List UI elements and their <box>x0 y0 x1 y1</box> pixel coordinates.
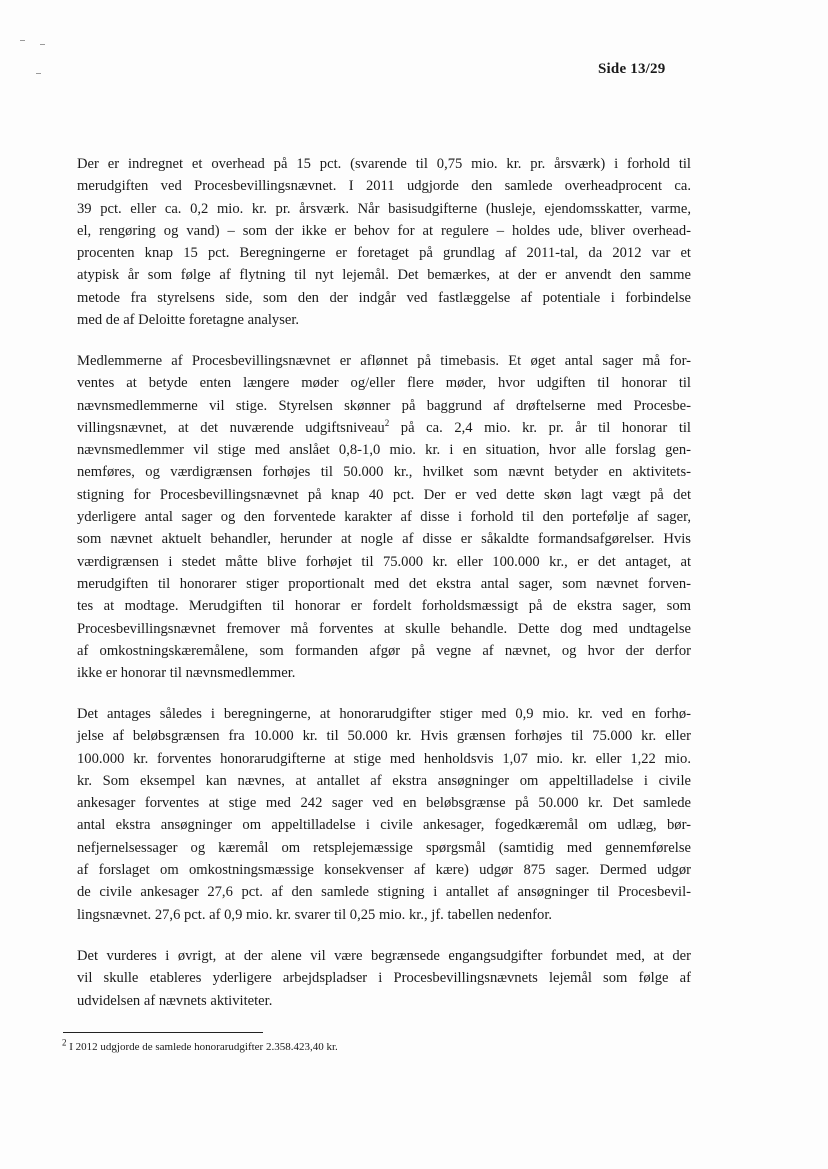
text-line: Det vurderes i øvrigt, at der alene vil være begrænsede engangsudgifter forbundet med, at der <box>77 948 691 964</box>
text-line: el, rengøring og vand) – som der ikke er behov for at regulere – holdes ude, bliver overhead- <box>77 222 691 239</box>
paragraph-honorar <box>77 350 691 684</box>
text-line: metode fra styrelsens side, som den der indgår ved fastlæggelse af potentiale i forbindelse <box>77 289 691 306</box>
text-line: 100.000 kr. forventes honorarudgifterne at stige med henholdsvis 1,07 mio. kr. eller 1,22 mio. <box>77 750 691 767</box>
text-line: stigning for Procesbevillingsnævnet på knap 40 pct. Der er ved dette skøn lagt vægt på det <box>77 486 691 503</box>
text-fragment: på ca. 2,4 mio. kr. pr. år til honorar til <box>389 419 691 436</box>
text-line: Procesbevillingsnævnet fremover må forventes at skulle behandle. Dette dog med undtagelse <box>77 620 691 637</box>
text-line: med de af Deloitte foretagne analyser. <box>77 312 300 329</box>
text-line: antal ekstra ansøgninger om appeltilladelse i civile ankesager, fogedkæremål om udlæg, bør- <box>77 817 691 834</box>
text-line: af forslaget om omkostningsmæssige konsekvenser af kære) udgør 875 sager. Dermed udgør <box>77 862 691 879</box>
text-line: nefjernelsessager og kæremål om retsplejemæssige spørgsmål (samtidig med gennemførelse <box>77 839 691 856</box>
paragraph-engangsudgifter <box>77 945 691 1012</box>
text-line: procenten knap 15 pct. Beregningerne er foretaget på grundlag af 2011-tal, da 2012 var et <box>77 245 691 262</box>
footnote-separator <box>63 1032 263 1033</box>
text-line: lingsnævnet. 27,6 pct. af 0,9 mio. kr. svarer til 0,25 mio. kr., jf. tabellen nedenfor. <box>77 906 553 923</box>
text-line: værdigrænsen i stedet måtte blive forhøjet til 75.000 kr. eller 100.000 kr., er det antaget, at <box>77 553 691 570</box>
text-line: ankesager forventes at stige med 242 sager ved en beløbsgrænse på 50.000 kr. Det samlede <box>77 795 691 812</box>
scan-artifact <box>36 73 41 74</box>
page-number: Side 13/29 <box>598 61 666 77</box>
text-line: af omkostningskæremålene, som formanden afgør på vegne af nævnet, og hvor der derfor <box>77 642 691 659</box>
footnote <box>62 1037 338 1053</box>
text-line: atypisk år som følge af flytning til nyt lejemål. Det bemærkes, at der er anvendt den samme <box>77 267 691 284</box>
text-line: vil skulle etableres yderligere arbejdspladser i Procesbevillingsnævnets lejemål som følge af <box>77 970 691 987</box>
text-line: nævnsmedlemmer vil stige med anslået 0,8-1,0 mio. kr. i en situation, hvor alle forslag gen- <box>77 442 691 459</box>
text-line-with-footnote <box>77 417 691 439</box>
text-line: som nævnet aktuelt behandler, herunder at nogle af disse er såkaldte formandsafgørelser. Hvis <box>77 531 691 548</box>
text-line: nemføres, og værdigrænsen forhøjes til 50.000 kr., hvilket som nævnt betyder en aktivitets- <box>77 464 691 481</box>
text-line: jelse af beløbsgrænsen fra 10.000 kr. til 50.000 kr. Hvis grænsen forhøjes til 75.000 kr. eller <box>77 728 691 745</box>
text-line: Det antages således i beregningerne, at honorarudgifter stiger med 0,9 mio. kr. ved en forhø- <box>77 706 691 722</box>
text-line: yderligere antal sager og den forventede karakter af disse i forhold til den portefølje af sager, <box>77 509 691 526</box>
footnote-text: I 2012 udgjorde de samlede honorarudgifter 2.358.423,40 kr. <box>66 1041 338 1053</box>
text-line: kr. Som eksempel kan nævnes, at antallet af ekstra ansøgninger om appeltilladelse i civile <box>77 772 691 789</box>
text-line: Der er indregnet et overhead på 15 pct. (svarende til 0,75 mio. kr. pr. årsværk) i forhold til <box>77 156 691 172</box>
paragraph-beregninger <box>77 703 691 926</box>
text-line: udvidelsen af nævnets aktiviteter. <box>77 992 273 1009</box>
text-line: Medlemmerne af Procesbevillingsnævnet er aflønnet på timebasis. Et øget antal sager må for- <box>77 353 691 369</box>
text-line: nævnsmedlemmerne vil stige. Styrelsen skønner på baggrund af drøftelserne med Procesbe- <box>77 397 691 414</box>
footnote-number: 2 <box>62 1037 67 1048</box>
paragraph-overhead <box>77 153 691 331</box>
scan-artifact <box>40 44 45 45</box>
text-line: merudgiften til honorarer stiger proportionalt med det ekstra antal sager, som nævnet forven- <box>77 575 691 592</box>
text-line: de civile ankesager 27,6 pct. af den samlede stigning i antallet af ansøgninger til Procesbevil- <box>77 884 691 901</box>
scan-artifact <box>20 40 25 41</box>
text-line: ventes at betyde enten længere møder og/eller flere møder, hvor udgiften til honorar til <box>77 375 691 392</box>
text-line: merudgiften ved Procesbevillingsnævnet. I 2011 udgjorde den samlede overheadprocent ca. <box>77 178 691 195</box>
text-fragment: villingsnævnet, at det nuværende udgiftsniveau <box>77 419 385 436</box>
text-line: 39 pct. eller ca. 0,2 mio. kr. pr. årsværk. Når basisudgifterne (husleje, ejendomsskatter, varme, <box>77 200 691 217</box>
text-line: ikke er honorar til nævnsmedlemmer. <box>77 665 296 682</box>
footnote-reference: 2 <box>384 418 390 429</box>
text-line: tes at modtage. Merudgiften til honorar er fordelt forholdsmæssigt på de ekstra sager, som <box>77 598 691 615</box>
